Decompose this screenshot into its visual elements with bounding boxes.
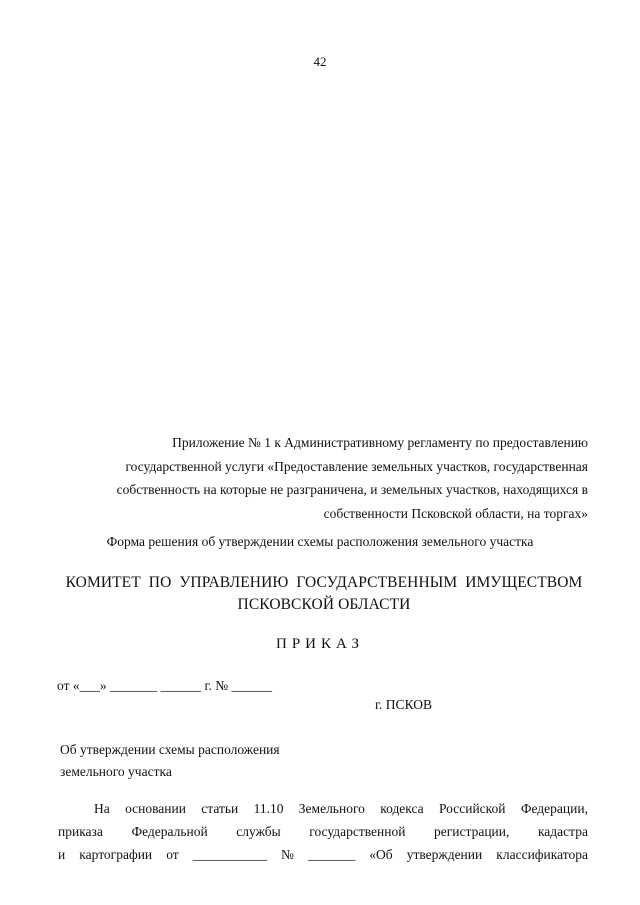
body-word: картографии bbox=[79, 847, 153, 862]
appendix-line: государственной услуги «Предоставление земельных участков, государственная bbox=[125, 458, 588, 474]
body-word: «Об bbox=[369, 847, 393, 862]
body-word: Земельного bbox=[298, 801, 365, 816]
body-word: _______ bbox=[307, 847, 356, 862]
page-number: 42 bbox=[313, 54, 327, 69]
body-word: Федерации, bbox=[520, 801, 588, 816]
body-paragraph bbox=[58, 797, 588, 866]
body-word: классификатора bbox=[496, 847, 588, 862]
body-word: Федеральной bbox=[131, 824, 208, 839]
subject-line-2: земельного участка bbox=[60, 764, 172, 779]
body-word: Российской bbox=[438, 801, 506, 816]
body-word: основании bbox=[125, 801, 186, 816]
organization-name bbox=[40, 572, 608, 616]
city: г. ПСКОВ bbox=[375, 697, 432, 712]
order-title: ПРИКАЗ bbox=[276, 636, 364, 652]
body-word: кодекса bbox=[380, 801, 424, 816]
body-line-1 bbox=[58, 797, 588, 820]
body-word: государственной bbox=[309, 824, 406, 839]
date-number-line: от «___» _______ ______ г. № ______ bbox=[57, 678, 272, 693]
body-line-2 bbox=[58, 820, 588, 843]
body-word: ___________ bbox=[192, 847, 267, 862]
appendix-line: собственности Псковской области, на торгах» bbox=[323, 505, 588, 521]
organization-line-1: КОМИТЕТ ПО УПРАВЛЕНИЮ ГОСУДАРСТВЕННЫМ ИМУЩЕСТВОМ bbox=[65, 574, 583, 591]
organization-line-2: ПСКОВСКОЙ ОБЛАСТИ bbox=[237, 596, 411, 613]
body-word: 11.10 bbox=[253, 801, 284, 816]
appendix-line: Приложение № 1 к Административному регламенту по предоставлению bbox=[172, 435, 588, 450]
body-word: № bbox=[281, 847, 294, 862]
body-word: утверждении bbox=[406, 847, 483, 862]
body-word: кадастра bbox=[537, 824, 588, 839]
body-word: На bbox=[94, 801, 110, 816]
appendix-line: собственность на которые не разграничена, и земельных участков, находящихся в bbox=[116, 482, 588, 497]
body-word: от bbox=[166, 847, 179, 862]
body-word: приказа bbox=[58, 824, 103, 839]
body-word: и bbox=[58, 847, 66, 862]
form-title: Форма решения об утверждении схемы расположения земельного участка bbox=[106, 534, 534, 549]
body-word: статьи bbox=[201, 801, 239, 816]
appendix-header bbox=[60, 431, 588, 525]
body-word: регистрации, bbox=[434, 824, 510, 839]
body-word: службы bbox=[236, 824, 281, 839]
order-subject bbox=[60, 739, 280, 783]
body-line-3 bbox=[58, 843, 588, 866]
subject-line-1: Об утверждении схемы расположения bbox=[60, 742, 280, 757]
